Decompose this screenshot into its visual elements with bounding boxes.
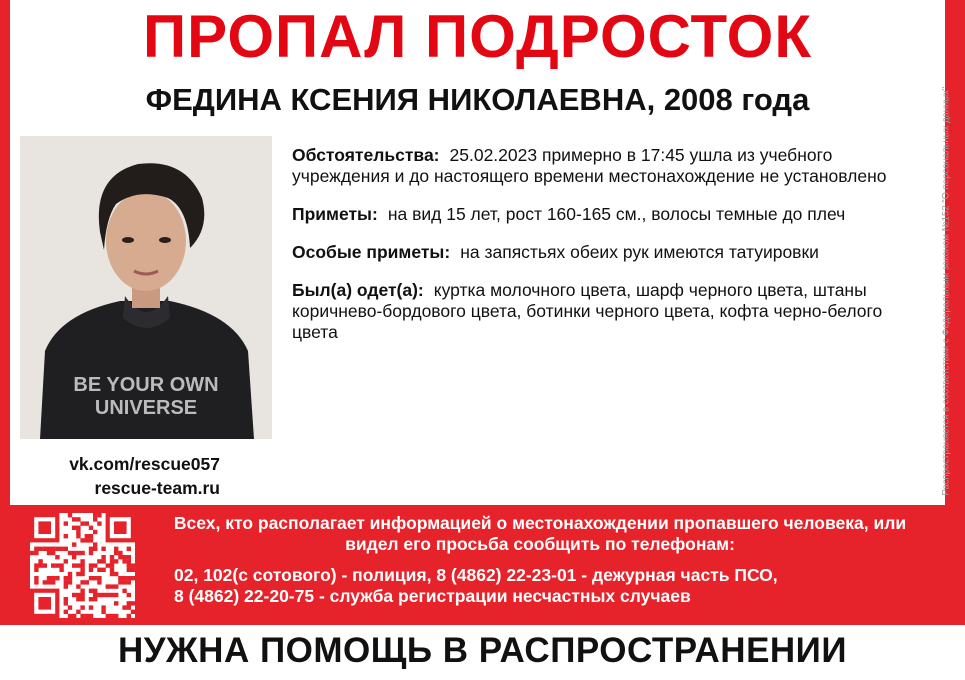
qr-code-icon (30, 513, 135, 618)
details-special-marks (292, 242, 932, 263)
shirt-text-1: BE YOUR OWN (73, 374, 219, 396)
details-text: на запястьях обеих рук имеются татуировки (460, 242, 819, 262)
missing-person-photo (20, 136, 272, 439)
details-text: на вид 15 лет, рост 160-165 см., волосы темные до плеч (387, 204, 846, 224)
details-label: Был(а) одет(а): (292, 280, 424, 300)
qr-code[interactable] (30, 513, 135, 618)
legal-side-note-text: Распространяется в соответствии с Федеральным законом №152 "О персональных данных" (940, 86, 952, 496)
contact-info (150, 513, 955, 607)
details-circumstances (292, 145, 932, 187)
contact-links (20, 452, 220, 500)
phone-line: 8 (4862) 22-20-75 - служба регистрации несчастных случаев (174, 586, 691, 606)
shirt-text-2: UNIVERSE (94, 397, 198, 419)
details-section (292, 145, 932, 360)
details-label: Особые приметы: (292, 242, 451, 262)
details-text: куртка молочного цвета, шарф черного цвета, штаны коричнево-бордового цвета, ботинки черного цвета, кофта черно-белого цвета (292, 280, 883, 342)
details-text: 25.02.2023 примерно в 17:45 ушла из учебного учреждения и до настоящего времени местонахождение не установлено (292, 145, 887, 186)
legal-side-note (936, 10, 958, 505)
poster-headline: ПРОПАЛ ПОДРОСТОК (143, 3, 812, 70)
details-appearance (292, 204, 932, 225)
portrait-illustration (20, 136, 272, 439)
website-link[interactable]: rescue-team.ru (94, 478, 220, 498)
missing-person-name: ФЕДИНА КСЕНИЯ НИКОЛАЕВНА, 2008 года (145, 82, 810, 117)
footer-call-to-action: НУЖНА ПОМОЩЬ В РАСПРОСТРАНЕНИИ (117, 631, 847, 670)
vk-link[interactable]: vk.com/rescue057 (69, 454, 220, 474)
details-clothing (292, 280, 932, 343)
phone-list (150, 565, 955, 607)
phone-line: 02, 102(с сотового) - полиция, 8 (4862) 22-23-01 - дежурная часть ПСО, (174, 565, 778, 585)
details-label: Приметы: (292, 204, 378, 224)
details-label: Обстоятельства: (292, 145, 440, 165)
appeal-text: Всех, кто располагает информацией о местонахождении пропавшего человека, или видел его просьба сообщить по телефонам: (173, 513, 907, 554)
